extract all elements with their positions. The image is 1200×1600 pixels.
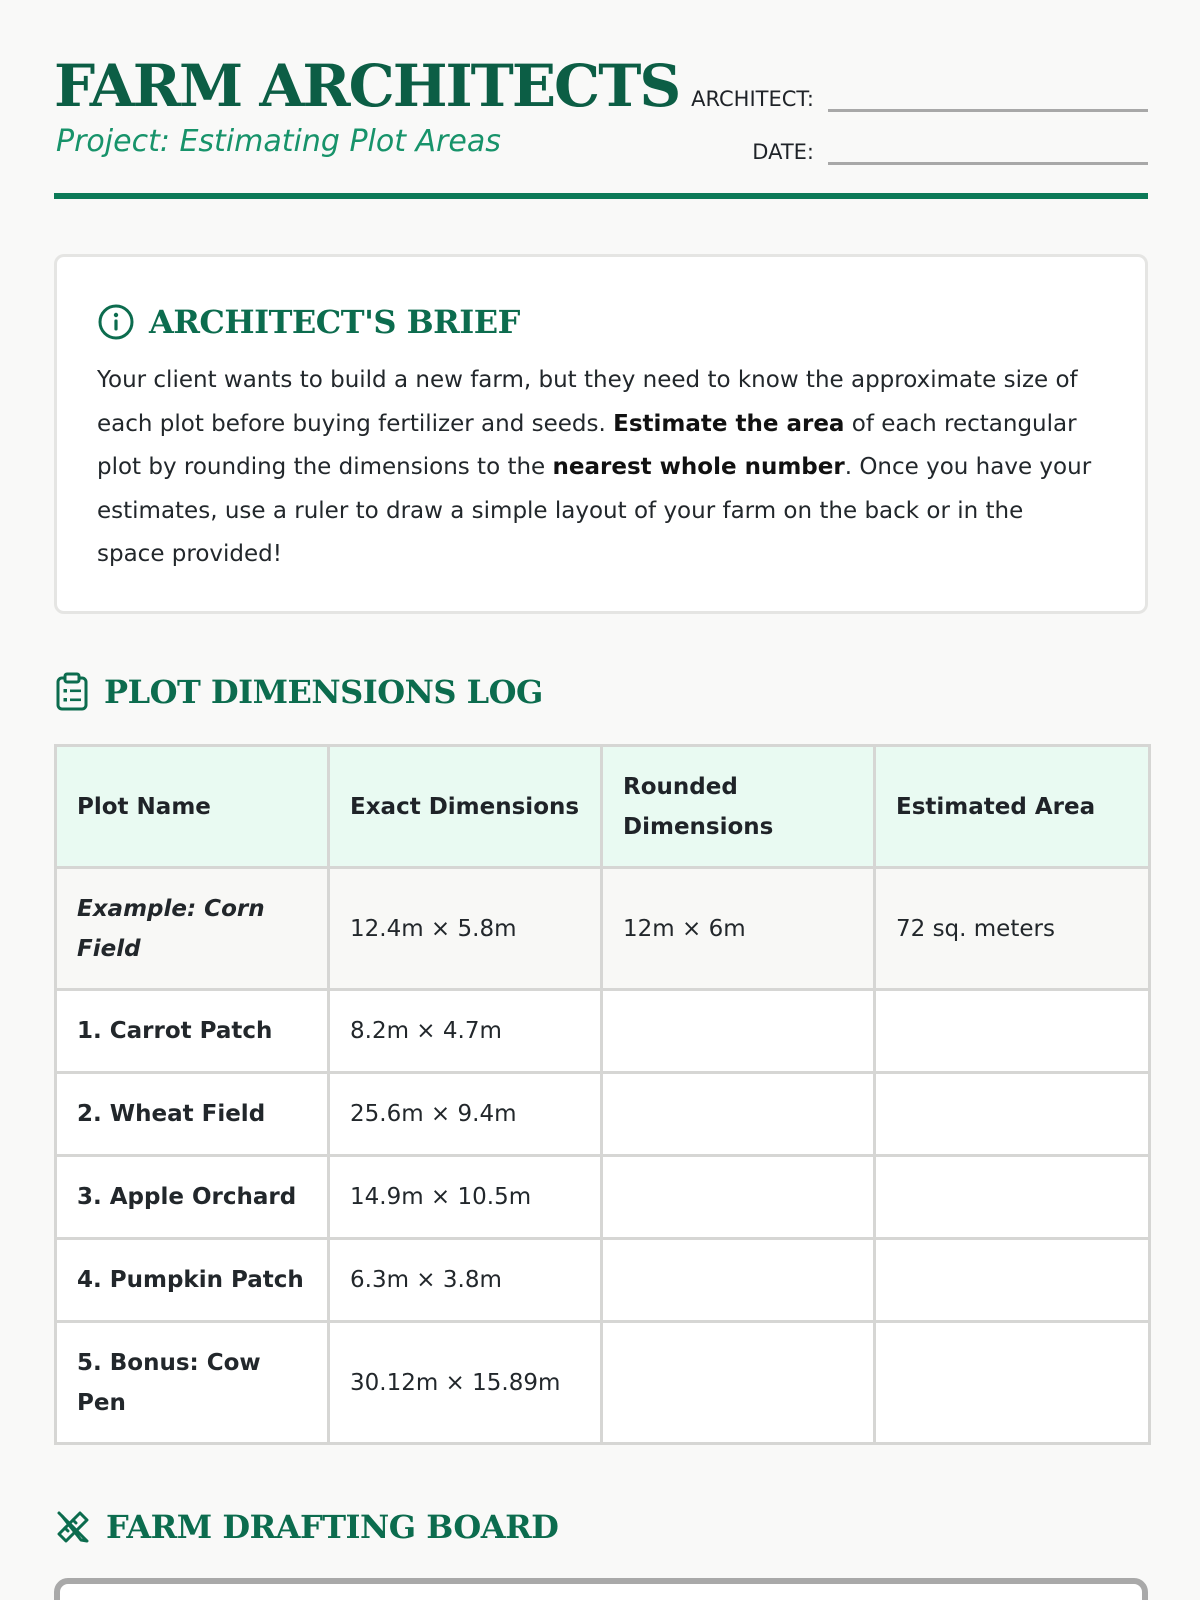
table-row [56, 990, 1150, 1073]
date-blank[interactable] [828, 127, 1148, 165]
brief-emphasis: nearest whole number [552, 454, 845, 480]
plot-name-cell: Example: Corn Field [56, 868, 329, 990]
estimated-area-input[interactable] [875, 990, 1150, 1073]
brief-text-part: Your client wants to build a new farm, but they need to know the approximate size of each plot before buying fertilizer and seeds. [97, 367, 1078, 437]
column-header: Plot Name [56, 746, 329, 868]
plot-name-cell: 3. Apple Orchard [56, 1156, 329, 1239]
exact-dimensions-cell: 12.4m × 5.8m [329, 868, 602, 990]
column-header: Exact Dimensions [329, 746, 602, 868]
worksheet-page [54, 0, 1148, 1546]
exact-dimensions-cell: 8.2m × 4.7m [329, 990, 602, 1073]
column-header: Estimated Area [875, 746, 1150, 868]
estimated-area-input[interactable] [875, 1073, 1150, 1156]
plot-dimensions-table [54, 744, 1151, 1445]
brief-emphasis: Estimate the area [613, 410, 845, 437]
brief-heading [97, 303, 520, 341]
table-row [56, 1073, 1150, 1156]
log-heading [54, 672, 543, 712]
estimated-area-input[interactable] [875, 1239, 1150, 1322]
brief-text-part: . Once you have your estimates, use a ruler to draw a simple layout of your farm on the back or in the space provided! [97, 454, 1092, 567]
exact-dimensions-cell: 25.6m × 9.4m [329, 1073, 602, 1156]
architect-name-blank[interactable] [828, 74, 1148, 112]
project-subtitle: Project: Estimating Plot Areas [56, 124, 501, 159]
architect-label: ARCHITECT: [691, 87, 814, 111]
rounded-dimensions-input[interactable] [602, 1322, 875, 1444]
brief-card [54, 254, 1148, 614]
rounded-dimensions-cell: 12m × 6m [602, 868, 875, 990]
board-title: FARM DRAFTING BOARD [106, 1508, 559, 1546]
exact-dimensions-cell: 6.3m × 3.8m [329, 1239, 602, 1322]
date-label: DATE: [752, 140, 814, 164]
rounded-dimensions-input[interactable] [602, 990, 875, 1073]
plot-name-cell: 1. Carrot Patch [56, 990, 329, 1073]
table-row [56, 1239, 1150, 1322]
rounded-dimensions-input[interactable] [602, 1239, 875, 1322]
log-title: PLOT DIMENSIONS LOG [104, 673, 543, 711]
example-row [56, 868, 1150, 990]
header [54, 0, 1148, 200]
brief-title: ARCHITECT'S BRIEF [149, 303, 520, 341]
architect-field-row [668, 74, 1148, 112]
table-row [56, 1156, 1150, 1239]
bonus-row [56, 1322, 1150, 1444]
exact-dimensions-cell: 14.9m × 10.5m [329, 1156, 602, 1239]
clipboard-icon [54, 672, 90, 712]
drafting-tools-icon [54, 1508, 92, 1546]
plot-name-cell: 5. Bonus: Cow Pen [56, 1322, 329, 1444]
estimated-area-input[interactable] [875, 1322, 1150, 1444]
plot-name-cell: 4. Pumpkin Patch [56, 1239, 329, 1322]
info-icon [97, 303, 135, 341]
brand-title: FARM ARCHITECTS [54, 52, 680, 120]
estimated-area-cell: 72 sq. meters [875, 868, 1150, 990]
drafting-board-area[interactable] [54, 1578, 1148, 1600]
table-header-row [56, 746, 1150, 868]
brief-text-part: of each rectangular plot by rounding the dimensions to the [97, 410, 1077, 480]
estimated-area-input[interactable] [875, 1156, 1150, 1239]
exact-dimensions-cell: 30.12m × 15.89m [329, 1322, 602, 1444]
plot-name-cell: 2. Wheat Field [56, 1073, 329, 1156]
rounded-dimensions-input[interactable] [602, 1073, 875, 1156]
board-heading [54, 1508, 558, 1546]
rounded-dimensions-input[interactable] [602, 1156, 875, 1239]
brief-text [97, 359, 1097, 577]
header-divider [54, 193, 1148, 199]
column-header: Rounded Dimensions [602, 746, 875, 868]
date-field-row [668, 127, 1148, 165]
